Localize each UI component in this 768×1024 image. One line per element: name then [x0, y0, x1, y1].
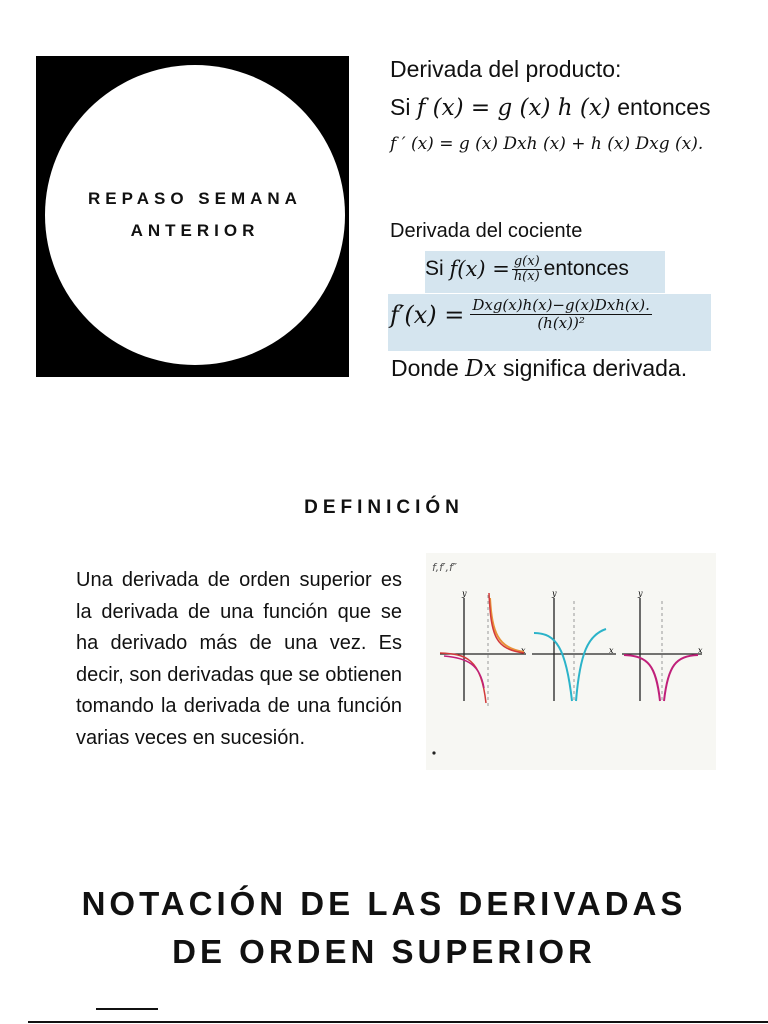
panel3-curve-left [624, 655, 660, 701]
notacion-line2: DE ORDEN SUPERIOR [172, 933, 596, 970]
repaso-circle [45, 65, 345, 365]
panel1-curve-orange [490, 598, 524, 652]
panel2-y-label: y [552, 589, 557, 598]
graph-dot [432, 751, 435, 754]
donde-line [391, 355, 687, 382]
producto-derivative: f ′ (x) = g (x) Dxh (x) + h (x) Dxg (x). [390, 134, 704, 154]
panel2-x-label: x [609, 646, 614, 655]
panel3-y-label: y [638, 589, 643, 598]
panel3-x-label: x [698, 646, 703, 655]
cociente-f-of-x: f(x) = [449, 257, 510, 282]
cociente-derivative-fraction [470, 298, 652, 331]
cociente-title: Derivada del cociente [390, 220, 583, 242]
definicion-text: Una derivada de orden superior es la derivada de una función que se ha derivado más de una vez. Es decir, son derivadas que se obtienen tomando la derivada de una función varias veces en sucesión. [76, 569, 402, 749]
panel1-x-label: x [521, 646, 526, 655]
producto-si: Si [390, 94, 411, 120]
definicion-heading: DEFINICIÓN [304, 497, 464, 518]
cociente-der-den: (h(x))² [537, 313, 585, 332]
cociente-frac-num: g(x) [513, 254, 540, 269]
producto-f-of-x: f (x) = g (x) h (x) [416, 95, 611, 121]
panel2-curve-left [534, 633, 572, 701]
cociente-si: Si [425, 257, 444, 281]
significa-text: significa derivada. [502, 355, 688, 381]
panel1-curve-red-right [489, 593, 524, 653]
short-divider [96, 1008, 158, 1010]
cociente-entonces: entonces [543, 257, 629, 281]
graph-label: f,f′,f″ [432, 561, 458, 574]
repaso-panel [36, 56, 349, 377]
notacion-line1: NOTACIÓN DE LAS DERIVADAS [81, 885, 687, 922]
graph-panel-3 [622, 589, 703, 703]
producto-title: Derivada del producto: [390, 56, 622, 82]
repaso-title-line1: REPASO SEMANA [88, 189, 302, 208]
cociente-condition-box [425, 251, 665, 293]
donde-word: Donde [391, 355, 459, 381]
bottom-divider [28, 1021, 768, 1023]
dx-symbol: Dx [465, 356, 497, 382]
cociente-frac-den: h(x) [513, 268, 540, 284]
panel1-y-label: y [462, 589, 467, 598]
cociente-fprime: f′(x) = [390, 300, 465, 329]
producto-condition [390, 94, 711, 121]
cociente-fraction [512, 255, 542, 284]
panel2-curve-right [576, 629, 606, 701]
repaso-title-line2: ANTERIOR [130, 221, 260, 240]
notacion-heading [0, 880, 768, 976]
derivatives-graph [426, 553, 716, 770]
graph-panel-1 [440, 589, 526, 708]
graph-panel-2 [532, 589, 616, 703]
cociente-der-num: Dxg(x)h(x)−g(x)Dxh(x). [472, 296, 650, 314]
panel3-curve-right [664, 655, 698, 701]
producto-entonces: entonces [617, 94, 711, 120]
derivatives-graph-svg [426, 553, 716, 770]
cociente-derivative-box [388, 294, 711, 351]
